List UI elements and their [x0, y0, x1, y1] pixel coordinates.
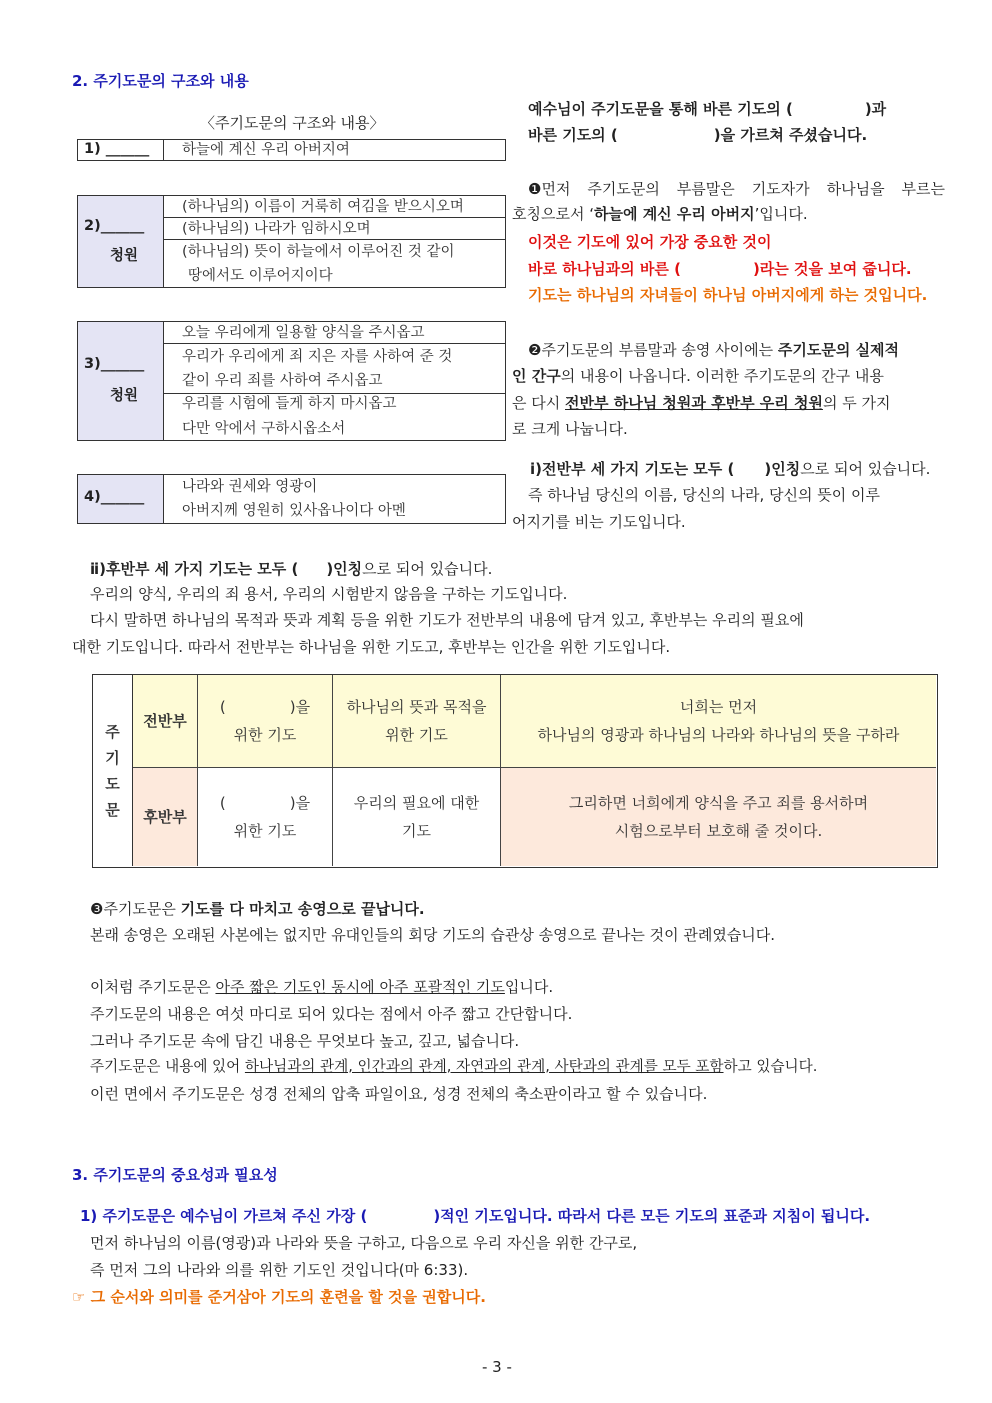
p3-sec-text-3a: 이처럼 주기도문은: [90, 978, 216, 996]
ii-text-a: ⅱ)후반부 세 가지 기도는 모두 (: [90, 560, 299, 578]
p3-section-line-7: 이런 면에서 주기도문은 성경 전체의 압축 파일이요, 성경 전체의 축소판이라고 할 수 있습니다.: [90, 1085, 708, 1103]
p2-text-3a: 은 다시: [512, 394, 566, 412]
row-2-label-cell: [78, 196, 164, 287]
row-3-item-5: 다만 악에서 구하시옵소서: [182, 421, 346, 437]
intro-text-d: )을 가르쳐 주셨습니다.: [713, 126, 868, 144]
structure-row-2: [77, 195, 506, 288]
intro-text-b: )과: [864, 100, 887, 118]
p1-text-2c: ’입니다.: [754, 205, 808, 223]
row-1-col-1-line-2: 위한 기도: [233, 726, 297, 744]
row-2-col-3-line-2: 시험으로부터 보호해 줄 것이다.: [614, 822, 823, 840]
ii-text-c: 으로 되어 있습니다.: [362, 560, 493, 578]
row-4-item-2: 아버지께 영원히 있사옵나이다 아멘: [182, 503, 406, 519]
p1-text-2b: 하늘에 계신 우리 아버지: [594, 205, 755, 223]
table-row-2-col-3: [501, 768, 936, 866]
p3-line-2: 즉 하나님 당신의 이름, 당신의 나라, 당신의 뜻이 이루: [528, 486, 880, 504]
row-1-col-3-line-1: 너희는 먼저: [679, 698, 758, 716]
row-2-col-2-line-2: 기도: [402, 822, 431, 840]
p1-text-2a: 호칭으로서 ‘: [512, 205, 594, 223]
row-1-paren-open: (: [219, 698, 226, 716]
orange-line-1: 기도는 하나님의 자녀들이 하나님 아버지에게 하는 것입니다.: [528, 286, 928, 304]
row-2-item-2: (하나님의) 나라가 임하시오며: [164, 218, 505, 240]
full-line-2: 우리의 양식, 우리의 죄 용서, 우리의 시험받지 않음을 구하는 기도입니다.: [90, 585, 568, 603]
row-1-col-2-line-1: 하나님의 뜻과 목적을: [346, 698, 487, 716]
p2-line-3: [512, 390, 890, 416]
row-1-label-text: 전반부: [143, 712, 187, 730]
red-line-2: [528, 256, 912, 282]
row-1-col-2-line-2: 위한 기도: [385, 726, 448, 744]
p2-text-2b: 의 내용이 나옵니다. 이러한 주기도문의 간구 내용: [560, 367, 884, 385]
row-3-item-1: 오늘 우리에게 일용할 양식을 주시옵고: [164, 322, 505, 344]
table-row-1-col-1: [198, 675, 333, 768]
row-3-item-3: 같이 우리 죄를 사하여 주시옵고: [164, 368, 505, 394]
row-1-text: 하늘에 계신 우리 아버지여: [182, 142, 350, 158]
p2-text-1b: 주기도문의 실제적: [777, 341, 900, 359]
row-2-col-1-line-1: [220, 789, 310, 817]
structure-row-4: [77, 474, 506, 524]
table-row-2-label: [133, 768, 198, 866]
p2-line-1: [528, 337, 945, 363]
side-char-1: 주: [105, 722, 120, 741]
s3-h1-text-a: 1) 주기도문은 예수님이 가르쳐 주신 가장 (: [80, 1207, 368, 1225]
row-3-sub: 청원: [110, 388, 139, 404]
row-3-item-4: 우리를 시험에 들게 하지 마시옵고: [182, 396, 397, 412]
p3-section-line-3: [90, 974, 553, 1000]
row-3-label-cell: [78, 322, 164, 440]
p2-text-3c: 의 두 가지: [822, 394, 891, 412]
right-intro-line-1: [528, 97, 886, 121]
row-2-paren-open: (: [219, 794, 226, 812]
p1-line-2: [512, 201, 808, 227]
section-3-title: 3. 주기도문의 중요성과 필요성: [72, 1166, 278, 1184]
p3-sec-text-3c: 입니다.: [504, 978, 554, 996]
p1-line-1: [528, 176, 945, 202]
row-2-col-1-line-2: 위한 기도: [233, 822, 297, 840]
s3-h1-text-b: )적인 기도입니다. 따라서 다른 모든 기도의 표준과 지침이 됩니다.: [433, 1207, 871, 1225]
page-number: - 3 -: [482, 1358, 512, 1376]
prayer-comparison-table: [92, 674, 938, 868]
side-char-4: 문: [105, 800, 120, 819]
p3-marker: ❸: [90, 900, 104, 918]
table-row-1-col-3: [501, 675, 936, 768]
p3-sec-text-6c: 하고 있습니다.: [723, 1058, 818, 1075]
table-row-2-col-2: [333, 768, 501, 866]
p2-text-1a: 주기도문의 부름말과 송영 사이에는: [541, 341, 778, 359]
row-4-item-1: 나라와 권세와 영광이: [182, 479, 318, 495]
row-3-item-2: 우리가 우리에게 죄 지은 자를 사하여 준 것: [182, 349, 453, 365]
p3-sec-text-6b: 하나님과의 관계, 인간과의 관계, 자연과의 관계, 사탄과의 관계를 모두 포함: [244, 1058, 724, 1075]
full-line-4: 대한 기도입니다. 따라서 전반부는 하나님을 위한 기도고, 후반부는 인간을 위한 기도입니다.: [72, 638, 671, 656]
row-4-label-cell: [78, 475, 164, 523]
table-row-2-col-1: [198, 768, 333, 866]
section-3-line-3: 즉 먼저 그의 나라와 의를 위한 기도인 것입니다(마 6:33).: [90, 1261, 469, 1279]
row-2-item-3: (하나님의) 뜻이 하늘에서 이루어진 것 같이: [182, 244, 455, 260]
p3-sec-text-6a: 주기도문은 내용에 있어: [90, 1058, 245, 1075]
p2-text-3b: 전반부 하나님 청원과 후반부 우리 청원: [565, 394, 823, 412]
structure-caption: 〈주기도문의 구조와 내용〉: [200, 114, 385, 132]
row-1-label: 1) ______: [84, 141, 150, 157]
p3-line-1: [530, 456, 930, 482]
row-2-item-1: (하나님의) 이름이 거룩히 여김을 받으시오며: [164, 196, 505, 218]
row-2-sub: 청원: [110, 248, 139, 264]
row-1-paren-close: )을: [289, 698, 311, 716]
ii-line: [90, 556, 492, 582]
intro-text-a: 예수님이 주기도문을 통해 바른 기도의 (: [528, 100, 793, 118]
red-text-a: 바로 하나님과의 바른 (: [528, 260, 681, 278]
row-3-label: 3)______: [84, 356, 145, 372]
red-text-b: )라는 것을 보여 줍니다.: [752, 260, 912, 278]
p1-marker: ❶: [528, 180, 542, 198]
table-row-1-label: [133, 675, 198, 768]
section-3-line-2: 먼저 하나님의 이름(영광)과 나라와 뜻을 구하고, 다음으로 우리 자신을 위한 간구로,: [90, 1234, 638, 1252]
row-1-col-1-line-1: [220, 693, 310, 721]
structure-row-3: [77, 321, 506, 441]
p3-section-line-5: 그러나 주기도문 속에 담긴 내용은 무엇보다 높고, 깊고, 넓습니다.: [90, 1032, 520, 1050]
structure-row-1: [77, 139, 506, 161]
table-row-1-col-2: [333, 675, 501, 768]
row-2-item-4: 땅에서도 이루어지이다: [188, 268, 333, 284]
row-4-label: 4)______: [84, 489, 145, 505]
p3-text-1b: )인칭: [764, 460, 801, 478]
section-3-recommendation: ☞ 그 순서와 의미를 준거삼아 기도의 훈련을 할 것을 권합니다.: [72, 1288, 486, 1306]
table-side-label: [93, 675, 133, 866]
p3-text-1a: ⅰ)전반부 세 가지 기도는 모두 (: [530, 460, 735, 478]
p3-section-line-4: 주기도문의 내용은 여섯 마디로 되어 있다는 점에서 아주 짧고 간단합니다.: [90, 1005, 573, 1023]
full-line-3: 다시 말하면 하나님의 목적과 뜻과 계획 등을 위한 기도가 전반부의 내용에 담겨 있고, 후반부는 우리의 필요에: [90, 611, 804, 629]
p3-sec-text-a: 주기도문은: [103, 900, 181, 918]
p3-section-line-6: [90, 1054, 817, 1080]
row-2-col-3-line-1: 그리하면 너희에게 양식을 주고 죄를 용서하며: [568, 794, 869, 812]
section-2-title: 2. 주기도문의 구조와 내용: [72, 72, 249, 90]
right-intro-line-2: [528, 123, 867, 147]
row-2-col-2-line-1: 우리의 필요에 대한: [353, 794, 480, 812]
red-line-1: 이것은 기도에 있어 가장 중요한 것이: [528, 233, 772, 251]
intro-text-c: 바른 기도의 (: [528, 126, 618, 144]
row-1-col-3-line-2: 하나님의 영광과 하나님의 나라와 하나님의 뜻을 구하라: [537, 726, 900, 744]
p2-text-2a: 인 간구: [512, 367, 561, 385]
row-2-label-text: 후반부: [143, 808, 187, 826]
row-1-label-cell: [78, 140, 164, 160]
p3-sec-text-b: 기도를 다 마치고 송영으로 끝납니다.: [180, 900, 425, 918]
section-3-heading-1: [80, 1203, 870, 1229]
p3-section-line-2: 본래 송영은 오래된 사본에는 없지만 유대인들의 회당 기도의 습관상 송영으로 끝나는 것이 관례였습니다.: [90, 926, 776, 944]
p1-text-1: 먼저 주기도문의 부름말은 기도자가 하나님을 부르는: [541, 180, 945, 198]
p3-section-line-1: [90, 896, 425, 922]
ii-text-b: )인칭: [326, 560, 363, 578]
side-char-2: 기: [105, 748, 120, 767]
side-char-3: 도: [105, 774, 120, 793]
p3-line-3: 어지기를 비는 기도입니다.: [512, 513, 686, 531]
p3-text-1c: 으로 되어 있습니다.: [800, 460, 931, 478]
p2-marker: ❷: [528, 341, 542, 359]
p2-line-2: [512, 363, 884, 389]
p2-line-4: 로 크게 나눕니다.: [512, 420, 628, 438]
row-2-paren-close: )을: [289, 794, 311, 812]
p3-sec-text-3b: 아주 짧은 기도인 동시에 아주 포괄적인 기도: [215, 978, 505, 996]
row-2-label: 2)______: [84, 218, 145, 234]
